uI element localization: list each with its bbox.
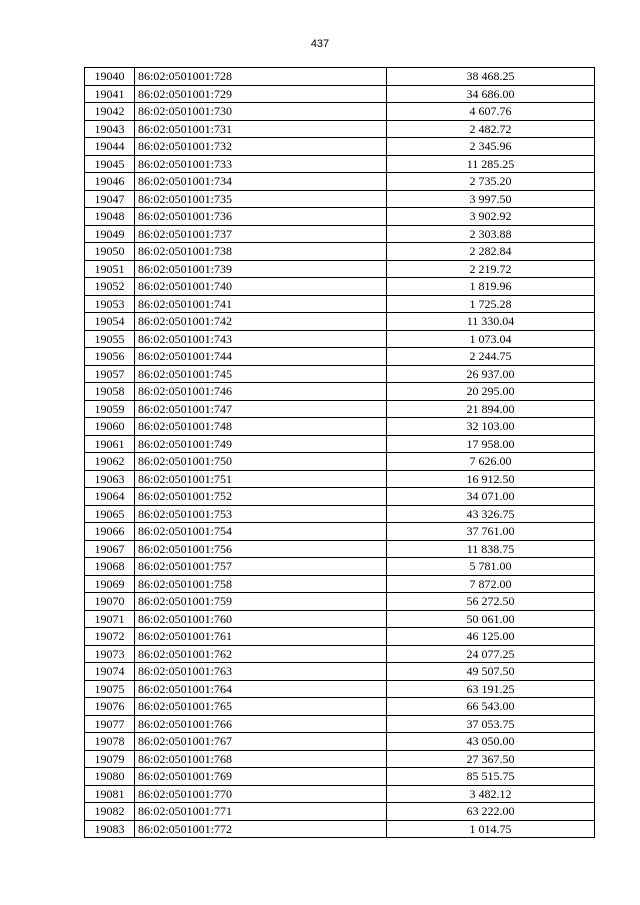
row-number-cell: 19043: [85, 120, 135, 138]
row-number-cell: 19076: [85, 698, 135, 716]
row-number-cell: 19041: [85, 85, 135, 103]
table-row: [85, 575, 595, 593]
table-row: [85, 715, 595, 733]
cadastral-number-cell: 86:02:0501001:758: [135, 575, 387, 593]
row-number-cell: 19057: [85, 365, 135, 383]
cadastral-number-cell: 86:02:0501001:729: [135, 85, 387, 103]
cadastral-value-table: [84, 67, 595, 838]
table-row: [85, 435, 595, 453]
cadastral-number-cell: 86:02:0501001:732: [135, 138, 387, 156]
value-cell: 32 103.00: [387, 418, 595, 436]
cadastral-number-cell: 86:02:0501001:741: [135, 295, 387, 313]
cadastral-number-cell: 86:02:0501001:766: [135, 715, 387, 733]
value-cell: 63 191.25: [387, 680, 595, 698]
row-number-cell: 19078: [85, 733, 135, 751]
cadastral-number-cell: 86:02:0501001:730: [135, 103, 387, 121]
table-row: [85, 225, 595, 243]
cadastral-number-cell: 86:02:0501001:738: [135, 243, 387, 261]
row-number-cell: 19047: [85, 190, 135, 208]
row-number-cell: 19045: [85, 155, 135, 173]
value-cell: 43 050.00: [387, 733, 595, 751]
row-number-cell: 19052: [85, 278, 135, 296]
row-number-cell: 19040: [85, 68, 135, 86]
value-cell: 49 507.50: [387, 663, 595, 681]
cadastral-number-cell: 86:02:0501001:737: [135, 225, 387, 243]
table-row: [85, 505, 595, 523]
table-row: [85, 785, 595, 803]
cadastral-number-cell: 86:02:0501001:752: [135, 488, 387, 506]
row-number-cell: 19044: [85, 138, 135, 156]
table-row: [85, 733, 595, 751]
row-number-cell: 19064: [85, 488, 135, 506]
table-row: [85, 820, 595, 838]
value-cell: 2 219.72: [387, 260, 595, 278]
row-number-cell: 19077: [85, 715, 135, 733]
value-cell: 37 053.75: [387, 715, 595, 733]
row-number-cell: 19065: [85, 505, 135, 523]
table-row: [85, 645, 595, 663]
table-row: [85, 523, 595, 541]
cadastral-number-cell: 86:02:0501001:750: [135, 453, 387, 471]
value-cell: 38 468.25: [387, 68, 595, 86]
value-cell: 2 482.72: [387, 120, 595, 138]
row-number-cell: 19049: [85, 225, 135, 243]
value-cell: 26 937.00: [387, 365, 595, 383]
table-row: [85, 470, 595, 488]
value-cell: 1 073.04: [387, 330, 595, 348]
value-cell: 21 894.00: [387, 400, 595, 418]
row-number-cell: 19056: [85, 348, 135, 366]
cadastral-number-cell: 86:02:0501001:728: [135, 68, 387, 86]
value-cell: 16 912.50: [387, 470, 595, 488]
cadastral-number-cell: 86:02:0501001:768: [135, 750, 387, 768]
value-cell: 56 272.50: [387, 593, 595, 611]
cadastral-number-cell: 86:02:0501001:731: [135, 120, 387, 138]
cadastral-number-cell: 86:02:0501001:736: [135, 208, 387, 226]
table-row: [85, 278, 595, 296]
value-cell: 5 781.00: [387, 558, 595, 576]
row-number-cell: 19053: [85, 295, 135, 313]
cadastral-number-cell: 86:02:0501001:735: [135, 190, 387, 208]
row-number-cell: 19071: [85, 610, 135, 628]
table-row: [85, 558, 595, 576]
value-cell: 50 061.00: [387, 610, 595, 628]
table-row: [85, 540, 595, 558]
row-number-cell: 19072: [85, 628, 135, 646]
table-body: [85, 68, 595, 838]
table-row: [85, 488, 595, 506]
cadastral-number-cell: 86:02:0501001:756: [135, 540, 387, 558]
table-row: [85, 155, 595, 173]
table-row: [85, 85, 595, 103]
table-row: [85, 400, 595, 418]
table-row: [85, 103, 595, 121]
table-row: [85, 453, 595, 471]
value-cell: 3 482.12: [387, 785, 595, 803]
page-number: 437: [310, 38, 330, 50]
row-number-cell: 19081: [85, 785, 135, 803]
value-cell: 2 244.75: [387, 348, 595, 366]
row-number-cell: 19059: [85, 400, 135, 418]
cadastral-number-cell: 86:02:0501001:747: [135, 400, 387, 418]
cadastral-number-cell: 86:02:0501001:753: [135, 505, 387, 523]
table-row: [85, 768, 595, 786]
row-number-cell: 19042: [85, 103, 135, 121]
table-row: [85, 610, 595, 628]
cadastral-number-cell: 86:02:0501001:763: [135, 663, 387, 681]
value-cell: 27 367.50: [387, 750, 595, 768]
table-row: [85, 418, 595, 436]
table-row: [85, 138, 595, 156]
row-number-cell: 19061: [85, 435, 135, 453]
row-number-cell: 19080: [85, 768, 135, 786]
cadastral-number-cell: 86:02:0501001:751: [135, 470, 387, 488]
cadastral-number-cell: 86:02:0501001:745: [135, 365, 387, 383]
row-number-cell: 19083: [85, 820, 135, 838]
value-cell: 11 285.25: [387, 155, 595, 173]
value-cell: 1 014.75: [387, 820, 595, 838]
row-number-cell: 19048: [85, 208, 135, 226]
value-cell: 2 735.20: [387, 173, 595, 191]
value-cell: 4 607.76: [387, 103, 595, 121]
row-number-cell: 19074: [85, 663, 135, 681]
value-cell: 3 902.92: [387, 208, 595, 226]
row-number-cell: 19060: [85, 418, 135, 436]
row-number-cell: 19063: [85, 470, 135, 488]
cadastral-number-cell: 86:02:0501001:767: [135, 733, 387, 751]
row-number-cell: 19070: [85, 593, 135, 611]
table-row: [85, 120, 595, 138]
value-cell: 34 686.00: [387, 85, 595, 103]
value-cell: 2 282.84: [387, 243, 595, 261]
table-row: [85, 803, 595, 821]
row-number-cell: 19055: [85, 330, 135, 348]
value-cell: 1 725.28: [387, 295, 595, 313]
value-cell: 7 626.00: [387, 453, 595, 471]
table-row: [85, 190, 595, 208]
table-row: [85, 208, 595, 226]
value-cell: 1 819.96: [387, 278, 595, 296]
cadastral-number-cell: 86:02:0501001:748: [135, 418, 387, 436]
cadastral-number-cell: 86:02:0501001:734: [135, 173, 387, 191]
cadastral-number-cell: 86:02:0501001:740: [135, 278, 387, 296]
value-cell: 46 125.00: [387, 628, 595, 646]
cadastral-number-cell: 86:02:0501001:757: [135, 558, 387, 576]
table-row: [85, 593, 595, 611]
row-number-cell: 19066: [85, 523, 135, 541]
value-cell: 24 077.25: [387, 645, 595, 663]
row-number-cell: 19051: [85, 260, 135, 278]
cadastral-number-cell: 86:02:0501001:772: [135, 820, 387, 838]
table-row: [85, 313, 595, 331]
row-number-cell: 19058: [85, 383, 135, 401]
table-row: [85, 260, 595, 278]
table-row: [85, 698, 595, 716]
cadastral-number-cell: 86:02:0501001:765: [135, 698, 387, 716]
row-number-cell: 19054: [85, 313, 135, 331]
cadastral-number-cell: 86:02:0501001:771: [135, 803, 387, 821]
value-cell: 20 295.00: [387, 383, 595, 401]
cadastral-number-cell: 86:02:0501001:744: [135, 348, 387, 366]
table-row: [85, 295, 595, 313]
row-number-cell: 19073: [85, 645, 135, 663]
cadastral-number-cell: 86:02:0501001:746: [135, 383, 387, 401]
cadastral-number-cell: 86:02:0501001:764: [135, 680, 387, 698]
value-cell: 7 872.00: [387, 575, 595, 593]
table-row: [85, 330, 595, 348]
value-cell: 17 958.00: [387, 435, 595, 453]
row-number-cell: 19062: [85, 453, 135, 471]
cadastral-number-cell: 86:02:0501001:739: [135, 260, 387, 278]
value-cell: 11 838.75: [387, 540, 595, 558]
value-cell: 3 997.50: [387, 190, 595, 208]
row-number-cell: 19068: [85, 558, 135, 576]
table-row: [85, 383, 595, 401]
value-cell: 43 326.75: [387, 505, 595, 523]
cadastral-number-cell: 86:02:0501001:754: [135, 523, 387, 541]
table-row: [85, 243, 595, 261]
row-number-cell: 19067: [85, 540, 135, 558]
value-cell: 63 222.00: [387, 803, 595, 821]
row-number-cell: 19046: [85, 173, 135, 191]
cadastral-number-cell: 86:02:0501001:743: [135, 330, 387, 348]
row-number-cell: 19079: [85, 750, 135, 768]
table-row: [85, 68, 595, 86]
value-cell: 34 071.00: [387, 488, 595, 506]
value-cell: 2 345.96: [387, 138, 595, 156]
value-cell: 2 303.88: [387, 225, 595, 243]
value-cell: 11 330.04: [387, 313, 595, 331]
table-row: [85, 663, 595, 681]
cadastral-number-cell: 86:02:0501001:749: [135, 435, 387, 453]
row-number-cell: 19082: [85, 803, 135, 821]
value-cell: 37 761.00: [387, 523, 595, 541]
table-row: [85, 628, 595, 646]
cadastral-number-cell: 86:02:0501001:760: [135, 610, 387, 628]
cadastral-number-cell: 86:02:0501001:759: [135, 593, 387, 611]
row-number-cell: 19069: [85, 575, 135, 593]
cadastral-number-cell: 86:02:0501001:733: [135, 155, 387, 173]
table-row: [85, 173, 595, 191]
row-number-cell: 19075: [85, 680, 135, 698]
value-cell: 66 543.00: [387, 698, 595, 716]
cadastral-number-cell: 86:02:0501001:742: [135, 313, 387, 331]
row-number-cell: 19050: [85, 243, 135, 261]
value-cell: 85 515.75: [387, 768, 595, 786]
cadastral-number-cell: 86:02:0501001:761: [135, 628, 387, 646]
cadastral-number-cell: 86:02:0501001:762: [135, 645, 387, 663]
table-row: [85, 348, 595, 366]
cadastral-number-cell: 86:02:0501001:769: [135, 768, 387, 786]
cadastral-number-cell: 86:02:0501001:770: [135, 785, 387, 803]
table-row: [85, 365, 595, 383]
table-row: [85, 750, 595, 768]
table-row: [85, 680, 595, 698]
